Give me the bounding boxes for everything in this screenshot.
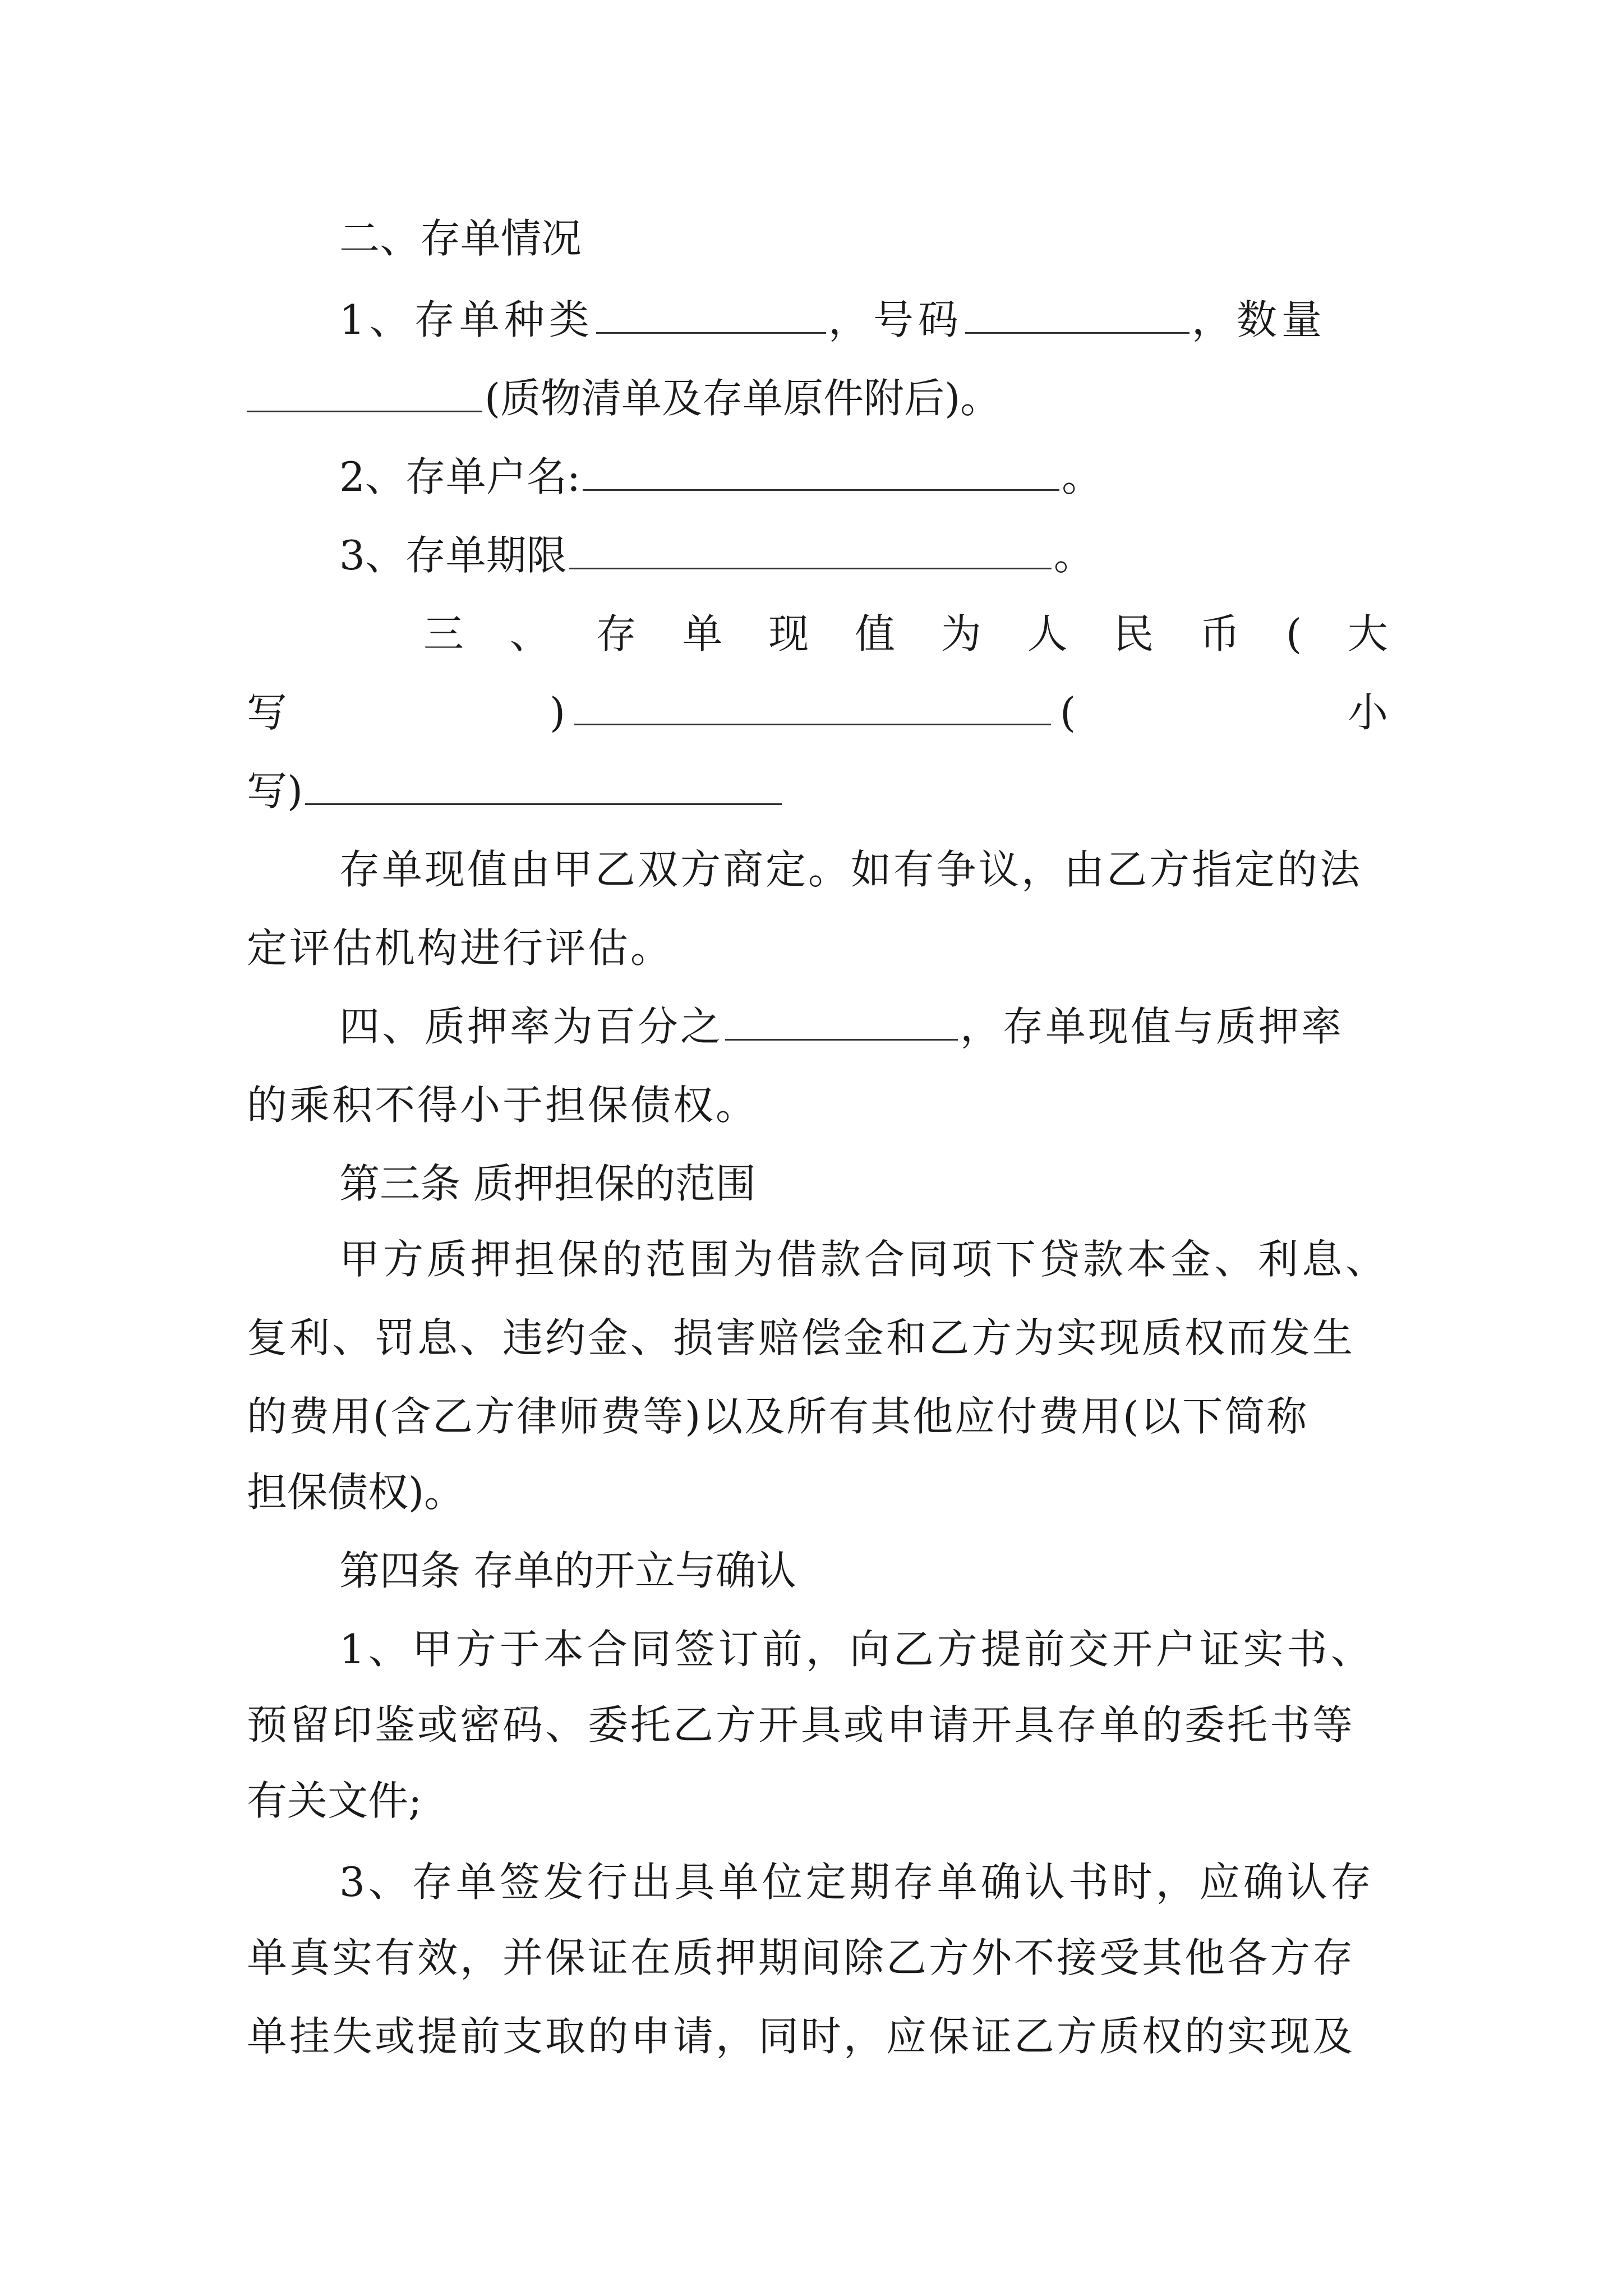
section-two-item3 (339, 527, 1094, 583)
deposit-number-label: ，号码 (828, 296, 963, 343)
deposit-note: (质物清单及存单原件附后)。 (485, 375, 1001, 422)
section-three-char: 存 (596, 610, 637, 657)
article-four-item1-line3: 有关文件; (247, 1777, 422, 1824)
section-three-note-line2: 定评估机构进行评估。 (247, 924, 674, 972)
section-two-item2 (339, 449, 1102, 505)
section-three-char: 人 (1027, 610, 1068, 657)
capital-paren-close: ) (550, 689, 566, 736)
article-three-line1: 甲方质押担保的范围为借款合同项下贷款本金、利息、 (339, 1236, 1390, 1283)
account-name-end: 。 (1062, 453, 1103, 500)
article-three-heading: 第三条 质押担保的范围 (339, 1160, 756, 1207)
article-four-item3-line3: 单挂失或提前支取的申请，同时，应保证乙方质权的实现及 (247, 2013, 1355, 2060)
small-label: 写) (247, 767, 303, 815)
section-three-char: 币 (1200, 610, 1241, 657)
section-three-line2 (247, 684, 1388, 740)
capital-suffix: 写 (247, 689, 288, 736)
section-three-char: 大 (1347, 610, 1388, 657)
section-three-char: 三 (423, 610, 464, 657)
section-three-line1 (423, 606, 1388, 662)
deposit-term-end: 。 (1053, 532, 1094, 579)
article-four-item3-line2: 单真实有效，并保证在质押期间除乙方外不接受其他各方存 (247, 1934, 1355, 1981)
section-two-heading: 二、存单情况 (339, 215, 582, 262)
section-four-line2: 的乘积不得小于担保债权。 (247, 1082, 759, 1129)
article-three-line2: 复利、罚息、违约金、损害赔偿金和乙方为实现质权而发生 (247, 1314, 1355, 1361)
section-two-item1-line2 (247, 370, 1000, 426)
deposit-term-blank[interactable] (569, 528, 1052, 569)
small-paren-open: ( (1060, 689, 1076, 736)
deposit-type-blank[interactable] (596, 293, 826, 334)
deposit-quantity-label: ，数量 (1191, 296, 1326, 343)
deposit-quantity-blank[interactable] (247, 371, 482, 412)
section-four-line1 (339, 999, 1344, 1055)
account-name-blank[interactable] (583, 450, 1059, 491)
article-four-item1-line1: 1、甲方于本合同签订前，向乙方提前交开户证实书、 (339, 1626, 1375, 1673)
section-three-char: 单 (682, 610, 723, 657)
pledge-rate-blank[interactable] (725, 1000, 958, 1041)
pledge-rate-label: 四、质押率为百分之 (339, 1003, 723, 1050)
small-amount-blank[interactable] (305, 764, 782, 805)
account-name-label: 2、存单户名: (339, 453, 581, 500)
deposit-number-blank[interactable] (965, 293, 1189, 334)
article-three-line4: 担保债权)。 (247, 1469, 465, 1516)
article-three-line3: 的费用(含乙方律师费等)以及所有其他应付费用(以下简称 (247, 1393, 1309, 1440)
section-three-char: 民 (1113, 610, 1154, 657)
section-three-line3 (247, 763, 784, 819)
section-two-item1-line1 (339, 292, 1388, 348)
capital-amount-blank[interactable] (574, 684, 1051, 725)
article-four-heading: 第四条 存单的开立与确认 (339, 1547, 796, 1594)
article-four-item1-line2: 预留印鉴或密码、委托乙方开具或申请开具存单的委托书等 (247, 1701, 1355, 1749)
article-four-item3-line1: 3、存单签发行出具单位定期存单确认书时，应确认存 (339, 1858, 1375, 1906)
deposit-term-label: 3、存单期限 (339, 532, 567, 579)
section-three-char: 值 (854, 610, 895, 657)
pledge-rate-end: ，存单现值与质押率 (960, 1003, 1344, 1050)
section-three-char: ( (1285, 610, 1302, 657)
small-prefix: 小 (1347, 689, 1388, 736)
section-three-note-line1: 存单现值由甲乙双方商定。如有争议，由乙方指定的法 (339, 846, 1363, 893)
section-three-char: 为 (940, 610, 981, 657)
deposit-type-label: 1、存单种类 (339, 296, 594, 343)
section-three-char: 、 (509, 610, 550, 657)
section-three-char: 现 (768, 610, 809, 657)
